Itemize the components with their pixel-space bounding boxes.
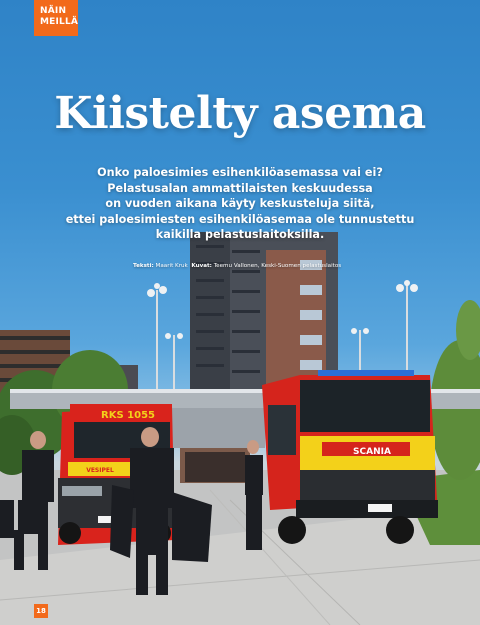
credit-text-label: Teksti:: [133, 263, 154, 269]
van-plate-text: RKS 1055: [101, 410, 155, 421]
section-tag-line2: MEILLÄ: [40, 17, 79, 27]
truck-brand-text: SCANIA: [353, 447, 391, 457]
van-side-text: VESIPEL: [86, 467, 114, 474]
lede-line: ettei paloesimiesten esihenkilöasemaa ole tunnustettu: [65, 212, 415, 226]
lede-line: kaikilla pelastuslaitoksilla.: [155, 228, 325, 241]
article-title: Kiistelty asema: [54, 88, 426, 139]
credit-text-author: Maarit Kruk: [155, 263, 188, 269]
credit-photo-author: Teemu Vallonen, Keski-Suomen pelastuslaitos: [213, 263, 342, 269]
lede-line: Pelastusalan ammattilaisten keskuudessa: [107, 181, 373, 195]
lede-line: Onko paloesimies esihenkilöasemassa vai ei?: [97, 166, 383, 179]
section-tag-line1: NÄIN: [40, 6, 67, 16]
page-number: 18: [34, 604, 48, 618]
lede-line: on vuoden aikana käyty keskusteluja siitä,: [105, 197, 375, 210]
credit-photo-label: Kuvat:: [191, 263, 212, 269]
